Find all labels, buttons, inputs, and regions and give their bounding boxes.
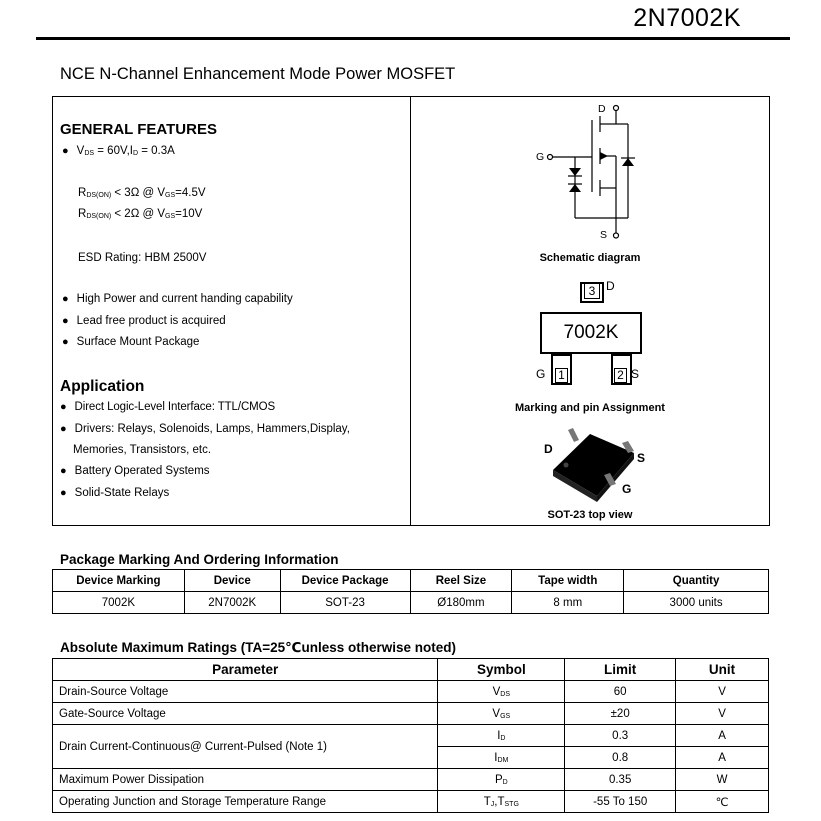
- feature-rds-1: RDS(ON) < 3Ω @ VGS=4.5V: [78, 187, 206, 199]
- schematic-caption: Schematic diagram: [539, 252, 641, 264]
- application-item: ● Battery Operated Systems: [60, 465, 210, 477]
- header-rule: [36, 37, 790, 40]
- application-item-continuation: Memories, Transistors, etc.: [73, 444, 212, 456]
- rating-limit: ±20: [565, 703, 676, 725]
- ordering-header-cell: Quantity: [624, 570, 769, 592]
- ordering-header-cell: Tape width: [512, 570, 624, 592]
- ordering-cell: 3000 units: [624, 592, 769, 614]
- ratings-section-title: Absolute Maximum Ratings (TA=25℃unless otherwise noted): [60, 640, 457, 655]
- ordering-cell: Ø180mm: [410, 592, 512, 614]
- rating-param: Operating Junction and Storage Temperature Range: [53, 791, 438, 813]
- feature-vds: ● VDS = 60V,ID = 0.3A: [62, 145, 175, 157]
- ratings-header-row: [53, 659, 769, 681]
- table-row: [53, 703, 769, 725]
- rating-unit: A: [676, 747, 769, 769]
- rating-unit: W: [676, 769, 769, 791]
- ratings-table: [52, 658, 769, 813]
- schematic-gate-label: G: [536, 151, 545, 163]
- table-row: [53, 592, 769, 614]
- feature-rds-2: RDS(ON) < 2Ω @ VGS=10V: [78, 208, 203, 220]
- feature-bullet: ● High Power and current handing capability: [62, 293, 293, 305]
- rating-param: Drain Current-Continuous@ Current-Pulsed (Note 1): [53, 725, 438, 769]
- ordering-header-cell: Reel Size: [410, 570, 512, 592]
- pin-d-label: D: [606, 279, 615, 293]
- package-gate-label: G: [622, 482, 632, 496]
- rating-param: Maximum Power Dissipation: [53, 769, 438, 791]
- ratings-header-cell: Parameter: [53, 659, 438, 681]
- rating-limit: 60: [565, 681, 676, 703]
- ordering-section-title: Package Marking And Ordering Information: [60, 552, 339, 567]
- table-row: [53, 725, 769, 747]
- document-subtitle: NCE N-Channel Enhancement Mode Power MOSFET: [60, 65, 456, 83]
- rating-symbol: IDM: [438, 747, 565, 769]
- marking-code: 7002K: [540, 312, 642, 354]
- pin-g-label: G: [536, 367, 546, 381]
- table-row: [53, 681, 769, 703]
- rating-symbol: VGS: [438, 703, 565, 725]
- features-title: GENERAL FEATURES: [60, 121, 217, 138]
- schematic-diagram: [530, 100, 640, 242]
- ordering-header-row: [53, 570, 769, 592]
- feature-bullet: ● Lead free product is acquired: [62, 315, 226, 327]
- part-number: 2N7002K: [633, 4, 741, 32]
- rating-unit: V: [676, 703, 769, 725]
- feature-bullet: ● Surface Mount Package: [62, 336, 199, 348]
- rating-param: Gate-Source Voltage: [53, 703, 438, 725]
- pin-3-number: 3: [584, 283, 600, 299]
- table-row: [53, 769, 769, 791]
- ordering-table: [52, 569, 769, 614]
- overview-divider: [410, 96, 411, 525]
- application-item: ● Direct Logic-Level Interface: TTL/CMOS: [60, 401, 275, 413]
- rating-limit: -55 To 150: [565, 791, 676, 813]
- sot23-package-illustration: [538, 418, 648, 508]
- rating-limit: 0.8: [565, 747, 676, 769]
- ordering-cell: 7002K: [53, 592, 185, 614]
- rating-symbol: TJ,TSTG: [438, 791, 565, 813]
- rating-symbol: PD: [438, 769, 565, 791]
- rating-unit: ℃: [676, 791, 769, 813]
- ratings-header-cell: Symbol: [438, 659, 565, 681]
- rating-unit: A: [676, 725, 769, 747]
- rating-unit: V: [676, 681, 769, 703]
- rating-param: Drain-Source Voltage: [53, 681, 438, 703]
- schematic-source-label: S: [600, 229, 608, 241]
- ordering-cell: 8 mm: [512, 592, 624, 614]
- package-drain-label: D: [544, 442, 553, 456]
- schematic-drain-label: D: [598, 103, 606, 115]
- application-title: Application: [60, 378, 145, 395]
- ratings-header-cell: Unit: [676, 659, 769, 681]
- application-item: ● Drivers: Relays, Solenoids, Lamps, Hammers,Display,: [60, 423, 350, 435]
- ordering-header-cell: Device Marking: [53, 570, 185, 592]
- package-source-label: S: [637, 451, 646, 465]
- pin-2-number: 2: [614, 368, 627, 383]
- rating-symbol: ID: [438, 725, 565, 747]
- ordering-header-cell: Device: [184, 570, 280, 592]
- marking-caption: Marking and pin Assignment: [515, 402, 665, 414]
- ordering-cell: 2N7002K: [184, 592, 280, 614]
- rating-limit: 0.3: [565, 725, 676, 747]
- ratings-header-cell: Limit: [565, 659, 676, 681]
- ordering-header-cell: Device Package: [280, 570, 410, 592]
- package-caption: SOT-23 top view: [547, 509, 633, 521]
- application-item: ● Solid-State Relays: [60, 487, 169, 499]
- overview-box: [52, 96, 770, 526]
- feature-esd: ESD Rating: HBM 2500V: [78, 252, 207, 264]
- rating-limit: 0.35: [565, 769, 676, 791]
- ordering-cell: SOT-23: [280, 592, 410, 614]
- rating-symbol: VDS: [438, 681, 565, 703]
- pin-s-label: S: [631, 367, 640, 381]
- table-row: [53, 791, 769, 813]
- pin-1-number: 1: [555, 368, 568, 383]
